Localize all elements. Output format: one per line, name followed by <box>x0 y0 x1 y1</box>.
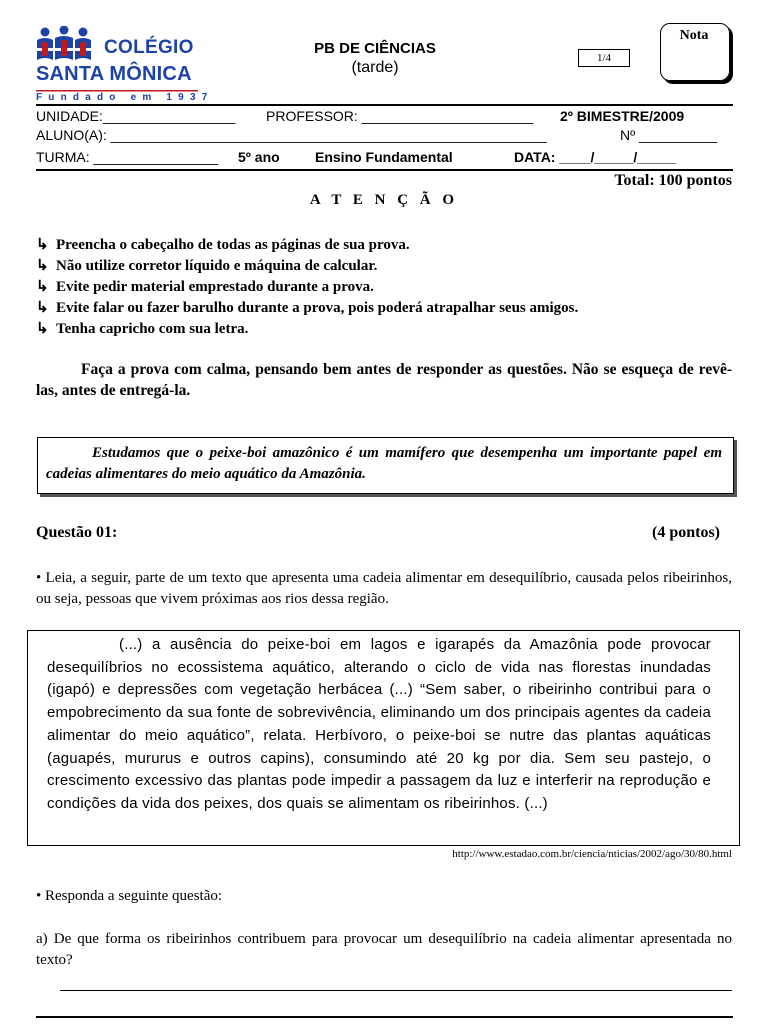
arrow-bullet-icon: ↳ <box>36 300 49 316</box>
class-field[interactable]: TURMA: ________________ <box>36 149 219 165</box>
student-name-field[interactable]: ALUNO(A): ________________________________________________________ <box>36 127 547 143</box>
answer-line[interactable] <box>60 990 732 991</box>
professor-field[interactable]: PROFESSOR: ______________________ <box>266 108 533 124</box>
intro-text: Estudamos que o peixe-boi amazônico é um mamífero que desempenha um importante papel em cadeias alimentares do meio aquático da Amazônia. <box>46 445 722 482</box>
reading-text: (...) a ausência do peixe-boi em lagos e igarapés da Amazônia pode provocar desequilíbrios no ecossistema aquático, alterando o ciclo de vida nas florestas inundadas (igapó) e depressões com vegetação herbácea (...) “Sem saber, o ribeirinho contribui para o empobrecimento da sua fonte de sobrevivência, eliminando um dos principais agentes da cadeia alimentar do meio aquático”, relata. Herbívoro, o peixe-boi se nutre das plantas aquáticas (aguapés, mururus e outros capins), consumindo até 20 kg por dia. Sem seu pastejo, o crescimento excessivo das plantas pode impedir a passagem da luz e interferir na reprodução e condições da vida dos peixes, dos quais se alimentam os ribeirinhos. (...) <box>47 636 711 812</box>
total-points: Total: 100 pontos <box>614 172 732 189</box>
exam-title: PB DE CIÊNCIAS <box>314 40 436 57</box>
arrow-bullet-icon: ↳ <box>36 279 49 295</box>
rule-item: ↳ Evite falar ou fazer barulho durante a prova, pois poderá atrapalhar seus amigos. <box>36 300 579 316</box>
header-divider <box>36 104 733 106</box>
rule-item: ↳ Preencha o cabeçalho de todas as páginas de sua prova. <box>36 237 410 253</box>
school-level-label: Ensino Fundamental <box>315 149 453 165</box>
rule-item: ↳ Evite pedir material emprestado durante a prova. <box>36 279 374 295</box>
arrow-bullet-icon: ↳ <box>36 321 49 337</box>
exam-subtitle: (tarde) <box>351 59 399 76</box>
answer-prompt: • Responda a seguinte questão: <box>36 888 223 904</box>
arrow-bullet-icon: ↳ <box>36 237 49 253</box>
rule-item: ↳ Tenha capricho com sua letra. <box>36 321 249 337</box>
footer-divider <box>36 1016 733 1018</box>
grade-label: Nota <box>679 28 709 43</box>
question-lead: • Leia, a seguir, parte de um texto que apresenta uma cadeia alimentar em desequilíbrio, causada pelos ribeirinhos, ou seja, pessoas que vivem próximas aos rios dessa região. <box>36 570 732 607</box>
question-item-a: a) De que forma os ribeirinhos contribuem para provocar um desequilíbrio na cadeia alimentar apresentada no texto? <box>36 931 732 968</box>
student-number-field[interactable]: Nº __________ <box>620 127 717 143</box>
question-points: (4 pontos) <box>651 524 720 541</box>
page-number-box: 1/4 <box>578 49 630 67</box>
grade-year-label: 5º ano <box>238 149 280 165</box>
question-title: Questão 01: <box>36 524 118 541</box>
rule-item: ↳ Não utilize corretor líquido e máquina de calcular. <box>36 258 378 274</box>
source-url: http://www.estadao.com.br/ciencia/nticias/2002/ago/30/80.html <box>452 848 732 860</box>
unidade-field[interactable]: UNIDADE:_________________ <box>36 108 236 124</box>
arrow-bullet-icon: ↳ <box>36 258 49 274</box>
attention-title: A T E N Ç Ã O <box>309 192 459 208</box>
logo-text-santa-monica: SANTA MÔNICA <box>36 63 192 85</box>
fields-divider <box>36 169 733 171</box>
logo-text-founded: Fundado em 1937 <box>36 92 214 103</box>
instructions-paragraph: Faça a prova com calma, pensando bem antes de responder as questões. Não se esqueça de revê-las, antes de entregá-la. <box>36 361 732 399</box>
date-field[interactable]: DATA: ____/_____/_____ <box>514 149 677 165</box>
logo-text-colegio: COLÉGIO <box>104 37 194 58</box>
bimester-label: 2º BIMESTRE/2009 <box>560 108 685 124</box>
